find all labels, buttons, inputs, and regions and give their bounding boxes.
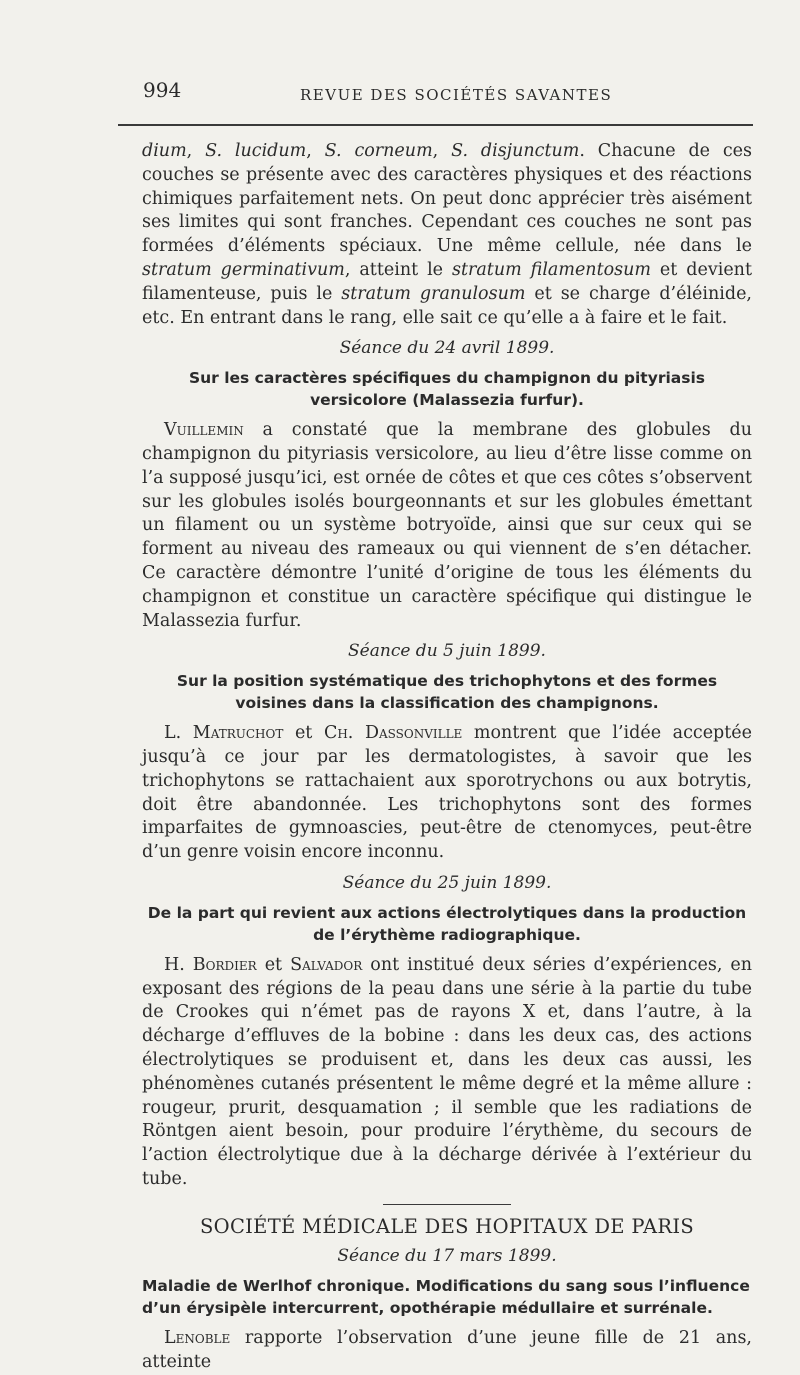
body-text: rapporte l’observation d’une jeune fille de 21 ans, atteinte xyxy=(142,1328,752,1373)
author-name: Ch. Dassonville xyxy=(323,723,463,744)
journal-title: REVUE DES SOCIÉTÉS SAVANTES xyxy=(300,86,613,104)
article-body xyxy=(142,954,752,1192)
running-head xyxy=(143,78,753,118)
text-run: , atteint le xyxy=(344,259,452,280)
article-body xyxy=(142,419,752,633)
text-run: . Chacune de ces couches se présente avec des caractères physiques et des réactions chimiques parfaitement nets. On peut donc apprécier très aisément ses limites qui sont franches. Cependant ces couches ne sont pas formées d’éléments spéciaux. Une même cellule, née dans le xyxy=(142,141,753,257)
text-run: , xyxy=(186,141,206,161)
text-run: , xyxy=(306,141,325,161)
text-run: , xyxy=(432,141,452,161)
article-title: Maladie de Werlhof chronique. Modifications du sang sous l’influence d’un érysipèle intercurrent, opothérapie médullaire et surrénale. xyxy=(142,1277,750,1318)
latin-term: stratum granulosum xyxy=(341,283,526,304)
latin-term: stratum germinativum xyxy=(142,259,345,280)
article-title: Sur les caractères spécifiques du champignon du pityriasis versicolore (Malassezia furfur). xyxy=(188,369,706,410)
page-content xyxy=(142,140,752,1375)
article-body xyxy=(142,722,752,865)
author-name: Salvador xyxy=(290,954,363,975)
article-title: De la part qui revient aux actions électrolytiques dans la production de l’érythème radiographique. xyxy=(147,903,747,944)
latin-term: S. lucidum xyxy=(205,141,307,161)
text-run: et xyxy=(283,723,324,744)
session-date: Séance du 5 juin 1899. xyxy=(348,641,546,662)
section-divider xyxy=(383,1204,511,1205)
text-run: et xyxy=(256,954,291,975)
session-date: Séance du 17 mars 1899. xyxy=(337,1246,557,1267)
body-text: montrent que l’idée acceptée jusqu’à ce jour par les dermatologistes, à savoir que les trichophytons se rattachaient aux sporotrychons ou aux botrytis, doit être abandonnée. Les trichophytons sont des formes imparfaites de gymnoascies, peut-être de ctenomyces, peut-être d’un genre voisin encore inconnu. xyxy=(142,723,752,863)
latin-term: stratum filamentosum xyxy=(451,259,651,280)
author-name: L. Matruchot xyxy=(164,723,284,744)
latin-term: S. disjunctum xyxy=(451,141,580,161)
header-rule xyxy=(118,124,753,126)
text-run: et devient filamenteuse, puis le xyxy=(142,259,752,304)
society-heading: SOCIÉTÉ MÉDICALE DES HOPITAUX DE PARIS xyxy=(200,1214,694,1238)
author-name: H. Bordier xyxy=(164,954,257,975)
author-name: Vuillemin xyxy=(164,420,244,441)
session-date: Séance du 24 avril 1899. xyxy=(339,338,555,359)
text-run: et se charge d’éléinide, etc. En entrant dans le rang, elle sait ce qu’elle a à faire et le fait. xyxy=(142,283,752,328)
author-name: Lenoble xyxy=(164,1328,231,1349)
latin-term: S. corneum xyxy=(324,141,433,161)
latin-term: dium xyxy=(142,141,187,161)
article-body xyxy=(142,1327,752,1375)
body-text: a constaté que la membrane des globules du champignon du pityriasis versicolore, au lieu d’être lisse comme on l’a supposé jusqu’ici, est ornée de côtes et que ces côtes s’observent sur les globules isolés bourgeonnants et sur les globules émettant un filament ou un système botryoïde, ainsi que sur ceux qui se forment au niveau des rameaux ou qui viennent de s’en détacher. Ce caractère démontre l’unité d’origine de tous les éléments du champignon et constitue un caractère spécifique qui distingue le Malassezia furfur. xyxy=(142,420,752,631)
article-title: Sur la position systématique des trichophytons et des formes voisines dans la classification des champignons. xyxy=(176,672,718,713)
intro-paragraph xyxy=(142,140,752,330)
session-date: Séance du 25 juin 1899. xyxy=(342,872,552,893)
page-number: 994 xyxy=(143,78,182,102)
body-text: ont institué deux séries d’expériences, en exposant des régions de la peau dans une série à la partie du tube de Crookes qui n’émet pas de rayons X et, dans l’autre, à la décharge d’effluves de la bobine : dans les deux cas, des actions électrolytiques se produisent et, dans les deux cas aussi, les phénomènes cutanés présentent le même degré et la même allure : rougeur, prurit, desquamation ; il semble que les radiations de Röntgen aient besoin, pour produire l’érythème, du secours de l’action électrolytique due à la décharge dérivée à l’extérieur du tube. xyxy=(142,954,753,1189)
